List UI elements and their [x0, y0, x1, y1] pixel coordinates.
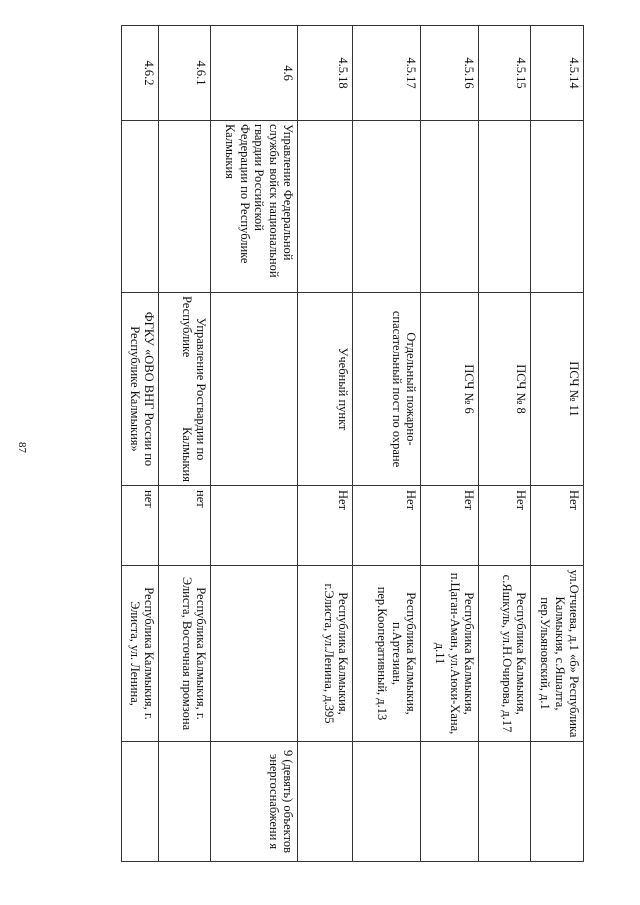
row-number: 4.6 [211, 26, 298, 121]
object-name-cell: ПСЧ № 8 [479, 293, 531, 486]
table-row [479, 26, 531, 862]
organization-cell [298, 121, 353, 293]
row-number: 4.5.18 [298, 26, 353, 121]
object-name-cell: ПСЧ № 6 [421, 293, 479, 486]
table-row [531, 26, 584, 862]
organization-cell [531, 121, 584, 293]
note-cell [421, 742, 479, 862]
object-name-cell: ФГКУ «ОВО ВНГ России по Республике Калмыкия» [122, 293, 159, 486]
address-cell: Республика Калмыкия, п.Артезиан, пер.Кооперативный, д.13 [353, 566, 421, 742]
flag-cell: Нет [531, 486, 584, 566]
address-cell: ул.Отчиева, д.1 «б» Республика Калмыкия, с.Яшалта, пер.Ульяновский, д.1 [531, 566, 584, 742]
object-name-cell: Отдельный пожарно-спасательный пост по охране [353, 293, 421, 486]
table-row [298, 26, 353, 862]
flag-cell: нет [122, 486, 159, 566]
organization-cell [122, 121, 159, 293]
note-cell [298, 742, 353, 862]
row-number: 4.6.2 [122, 26, 159, 121]
address-cell: Республика Калмыкия, с.Яшкуль, ул.Н.Очирова, д.17 [479, 566, 531, 742]
object-name-cell: Учебный пункт [298, 293, 353, 486]
table-row [421, 26, 479, 862]
flag-cell: Нет [353, 486, 421, 566]
table-row [211, 26, 298, 862]
row-number: 4.6.1 [159, 26, 211, 121]
flag-cell: Нет [421, 486, 479, 566]
note-cell [159, 742, 211, 862]
note-cell [531, 742, 584, 862]
flag-cell: Нет [479, 486, 531, 566]
row-number: 4.5.17 [353, 26, 421, 121]
organization-cell [353, 121, 421, 293]
address-cell: Республика Калмыкия, г.Элиста, ул.Ленина, д.395 [298, 566, 353, 742]
table-row [353, 26, 421, 862]
row-number: 4.5.15 [479, 26, 531, 121]
organization-cell [479, 121, 531, 293]
note-cell: 9 (девять) объектов энергоснабжени я [211, 742, 298, 862]
object-name-cell [211, 293, 298, 486]
note-cell [479, 742, 531, 862]
address-cell: Республика Калмыкия, г. Элиста, ул. Ленина, [122, 566, 159, 742]
note-cell [122, 742, 159, 862]
organization-cell [159, 121, 211, 293]
flag-cell: Нет [298, 486, 353, 566]
address-cell [211, 566, 298, 742]
registry-table [121, 25, 584, 862]
table-row [159, 26, 211, 862]
row-number: 4.5.14 [531, 26, 584, 121]
note-cell [353, 742, 421, 862]
table-row [122, 26, 159, 862]
object-name-cell: Управление Росгвардии по Республике Калмыкия [159, 293, 211, 486]
organization-cell [421, 121, 479, 293]
organization-cell: Управление Федеральной службы войск национальной гвардии Российской Федерации по Республике Калмыкия [211, 121, 298, 293]
address-cell: Республика Калмыкия, г. Элиста, Восточная промзона [159, 566, 211, 742]
page-number: 87 [16, 442, 28, 453]
object-name-cell: ПСЧ № 11 [531, 293, 584, 486]
flag-cell: нет [159, 486, 211, 566]
row-number: 4.5.16 [421, 26, 479, 121]
flag-cell [211, 486, 298, 566]
address-cell: Республика Калмыкия, п.Цаган-Аман, ул.Аюки-Хана, д.11 [421, 566, 479, 742]
